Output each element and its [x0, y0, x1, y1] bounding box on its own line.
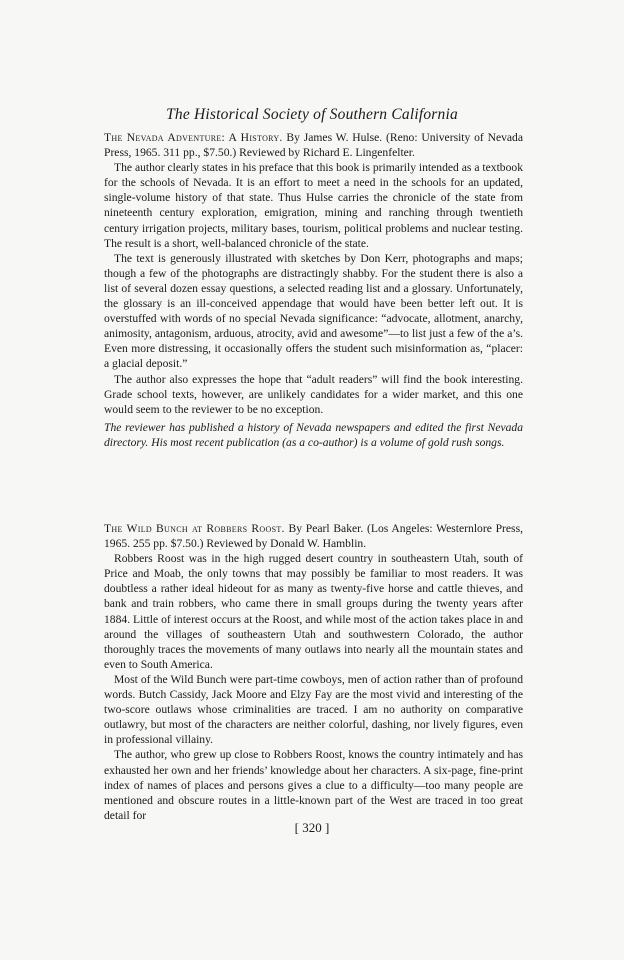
review-paragraph: Most of the Wild Bunch were part-time cowboys, men of action rather than of profound words. Butch Cassidy, Jack Moore and Elzy Fay are the most vivid and interesting of the two-score outlaws whose criminalities are traced. I am no authority on comparative outlawry, but most of the characters are neither colorful, dashing, nor lively figures, even in professional villainy. [104, 672, 523, 747]
review-paragraph: The text is generously illustrated with sketches by Don Kerr, photographs and maps; though a few of the photographs are distractingly shabby. For the student there is also a list of several dozen essay questions, a selected reading list and a glossary. Unfortunately, the glossary is an ill-conceived appendage that would have been better left out. It is overstuffed with words of no special Nevada significance: “advocate, allotment, anarchy, animosity, antagonism, arduous, atrocity, avid and awesome”—to list just a few of the a’s. Even more distressing, it occasionally offers the student such misinformation as, “placer: a glacial deposit.” [104, 251, 523, 371]
review-wild-bunch [104, 521, 523, 823]
review-heading [104, 130, 523, 160]
book-citation: By James W. Hulse. (Reno: University of Nevada Press, 1965. 311 pp., $7.50.) Reviewed by Richard E. Lingenfelter. [104, 131, 523, 160]
review-paragraph: The author clearly states in his preface that this book is primarily intended as a textbook for the schools of Nevada. It is an effort to meet a need in the schools for an updated, single-volume history of that state. Thus Hulse carries the chronicle of the state from nineteenth century exploration, emigration, mining and ranching through twentieth century irrigation projects, military bases, tourism, political problems and nuclear testing. The result is a short, well-balanced chronicle of the state. [104, 161, 523, 250]
running-title: The Historical Society of Southern California [166, 106, 458, 123]
review-paragraph: The author, who grew up close to Robbers Roost, knows the country intimately and has exhausted her own and her friends’ knowledge about her characters. A six-page, fine-print index of names of places and persons gives a clue to a difficulty—too many people are mentioned and obscure routes in a little-known part of the West are traced in too great detail for [104, 748, 523, 822]
review-paragraph: Robbers Roost was in the high rugged desert country in southeastern Utah, south of Price and Moab, the only towns that may possibly be familiar to most readers. It was doubtless a rather ideal hideout for as many as twenty-five horse and cattle thieves, and bank and train robbers, who came there in small groups during the twenty years after 1884. Little of interest occurs at the Roost, and while most of the action takes place in and around the villages of southeastern Utah and southwestern Colorado, the author thoroughly traces the movements of many outlaws into nearly all the mountain states and even to South America. [104, 552, 523, 671]
book-citation: By Pearl Baker. (Los Angeles: Westernlore Press, 1965. 255 pp. $7.50.) Reviewed by Donald W. Hamblin. [104, 522, 523, 551]
review-heading [104, 521, 523, 551]
reviewer-bio: The reviewer has published a history of Nevada newspapers and edited the first Nevada directory. His most recent publication (as a co-author) is a volume of gold rush songs. [104, 420, 523, 449]
book-title: The Wild Bunch at Robbers Roost. [104, 522, 285, 535]
page-number: [ 320 ] [294, 820, 330, 835]
book-title: The Nevada Adventure: A History. [104, 131, 283, 144]
review-nevada-adventure [104, 130, 523, 450]
review-paragraph: The author also expresses the hope that “adult readers” will find the book interesting. Grade school texts, however, are unlikely candidates for a wider market, and this one would seem to the reviewer to be no exception. [104, 372, 523, 416]
